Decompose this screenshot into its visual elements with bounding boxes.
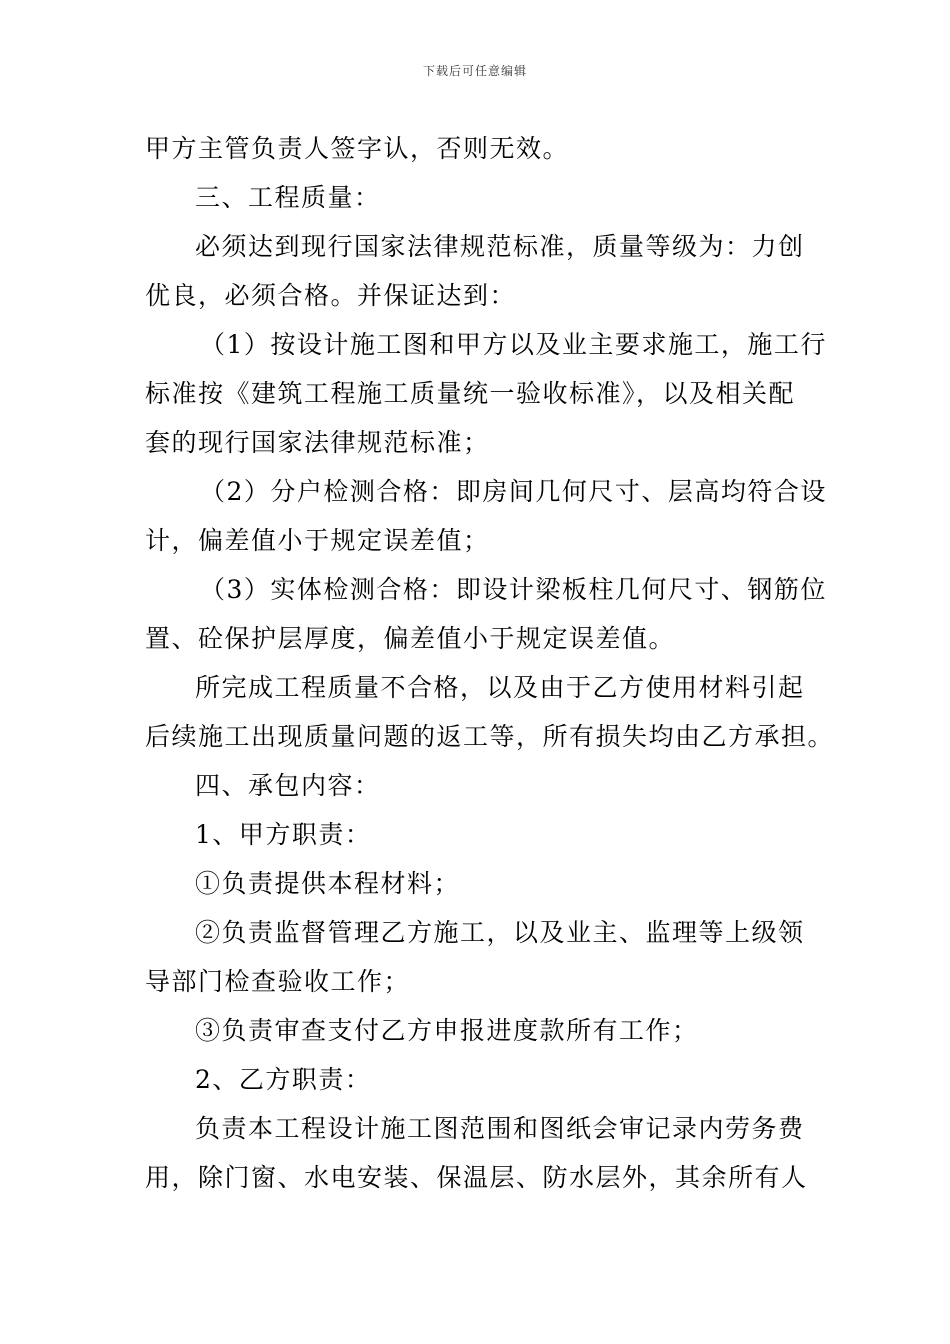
text-line: 置、砼保护层厚度，偏差值小于规定误差值。 xyxy=(145,624,676,653)
list-item: ①负责提供本程材料； xyxy=(195,869,461,898)
list-item: （2）分户检测合格：即房间几何尺寸、层高均符合设 xyxy=(200,477,827,506)
list-item: ③负责审查支付乙方申报进度款所有工作； xyxy=(195,1016,699,1045)
text-line: 计，偏差值小于规定误差值； xyxy=(145,526,490,555)
list-item: （3）实体检测合格：即设计梁板柱几何尺寸、钢筋位 xyxy=(200,575,827,604)
text-line: 标准按《建筑工程施工质量统一验收标准》，以及相关配 xyxy=(145,379,796,408)
section-heading: 三、工程质量： xyxy=(195,183,381,212)
list-item: （1）按设计施工图和甲方以及业主要求施工，施工行 xyxy=(200,330,827,359)
section-heading: 四、承包内容： xyxy=(195,771,381,800)
text-line: 优良，必须合格。并保证达到： xyxy=(145,281,517,310)
subsection-heading: 1、甲方职责： xyxy=(195,820,372,849)
text-line: 导部门检查验收工作； xyxy=(145,967,411,996)
list-item: ②负责监督管理乙方施工，以及业主、监理等上级领 xyxy=(195,918,805,947)
text-line: 套的现行国家法律规范标准； xyxy=(145,428,490,457)
header-note: 下载后可任意编辑 xyxy=(422,64,527,78)
text-line: 负责本工程设计施工图范围和图纸会审记录内劳务费 xyxy=(195,1114,805,1143)
document-body xyxy=(145,124,835,1202)
text-line: 甲方主管负责人签字认，否则无效。 xyxy=(145,134,570,163)
text-line: 后续施工出现质量问题的返工等，所有损失均由乙方承担。 xyxy=(145,722,835,751)
text-line: 所完成工程质量不合格，以及由于乙方使用材料引起 xyxy=(195,673,805,702)
subsection-heading: 2、乙方职责： xyxy=(195,1065,372,1094)
text-line: 用，除门窗、水电安装、保温层、防水层外，其余所有人 xyxy=(145,1163,808,1192)
text-line: 必须达到现行国家法律规范标准，质量等级为：力创 xyxy=(195,232,805,261)
